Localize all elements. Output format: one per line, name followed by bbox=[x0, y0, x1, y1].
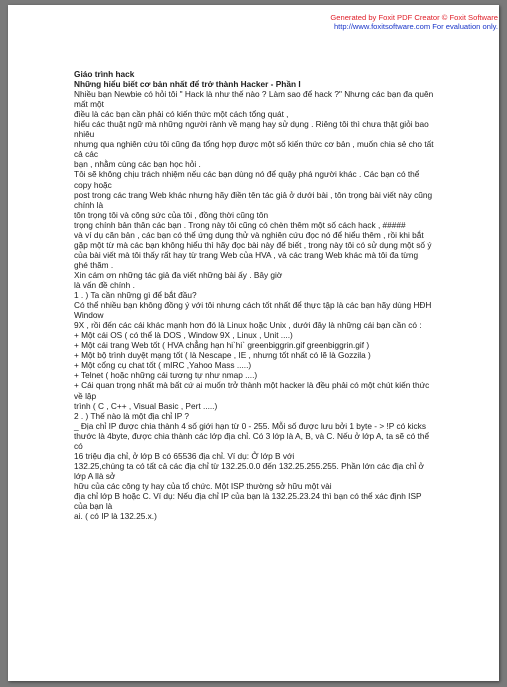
list-item: + Cái quan trọng nhất mà bất cứ ai muốn trở thành một hacker là đều phải có một chút kiến thức về lập bbox=[74, 380, 430, 401]
text-line: 16 triệu địa chỉ, ở lớp B có 65536 địa chỉ. Ví dụ: Ở lớp B với bbox=[74, 450, 295, 461]
watermark-eval: For evaluation only. bbox=[430, 22, 498, 31]
watermark-line1: Generated by Foxit PDF Creator © Foxit Software bbox=[330, 13, 498, 22]
text-line: _ Địa chỉ IP được chia thành 4 số giới hạn từ 0 - 255. Mỗi số được lưu bởi 1 byte - > !P có kicks thước là 4byte, được chia thành các lớp địa chỉ. Có 3 lớp là A, B, và C. Nếu ở lớp A, ta sẽ có thể có bbox=[74, 420, 430, 451]
doc-subtitle: Những hiểu biết cơ bản nhất để trở thành Hacker - Phần I bbox=[74, 79, 301, 90]
list-item: + Telnet ( hoặc những cái tương tự như nmap ....) bbox=[74, 370, 258, 381]
text-line: trọng chính bản thân các bạn . Trong này tôi cũng có chèn thêm một số cách hack , ##### bbox=[74, 219, 406, 230]
text-line: ai. ( có IP là 132.25.x.) bbox=[74, 511, 157, 522]
doc-title: Giáo trình hack bbox=[74, 69, 135, 79]
text-line: Tôi sẽ không chịu trách nhiệm nếu các bạn dùng nó để quậy phá người khác . Các bạn có thể copy hoặc bbox=[74, 169, 420, 190]
watermark-url[interactable]: http://www.foxitsoftware.com bbox=[333, 22, 431, 31]
section-heading: 2 . ) Thế nào là một địa chỉ IP ? bbox=[74, 410, 189, 421]
list-item: + Một cái trang Web tốt ( HVA chẳng hạn hi`hi` greenbiggrin.gif greenbiggrin.gif ) bbox=[74, 340, 370, 351]
text-line: Xin cám ơn những tác giả đa viết những bài ấy . Bây giờ bbox=[74, 269, 283, 280]
text-line: Nhiều bạn Newbie có hỏi tôi " Hack là như thế nào ? Làm sao để hack ?" Nhưng các bạn đa quên mất một bbox=[74, 89, 434, 110]
text-line: hiểu các thuật ngữ mà những người rành về mạng hay sử dụng . Riêng tôi thì chưa thật giỏi bao nhiêu bbox=[74, 119, 429, 140]
text-line: post trong các trang Web khác nhưng hãy điền tên tác giả ở dưới bài , tôn trọng bài viết này cũng chính là bbox=[74, 189, 433, 210]
text-line: nhưng qua nghiên cứu tôi cũng đa tổng hợp được một số kiến thức cơ bản , muốn chia sẻ cho tất cả các bbox=[74, 139, 434, 160]
document-body bbox=[74, 69, 434, 521]
text-line: 9X , rồi đến các cái khác mạnh hơn đó là Linux hoặc Unix , dưới đây là những cái bạn cần có : bbox=[74, 320, 422, 331]
text-line: Có thể nhiều bạn không đồng ý với tôi nhưng cách tốt nhất để thực tập là các bạn hãy dùng HĐH Window bbox=[74, 300, 432, 321]
text-line: 132.25,chúng ta có tất cả các địa chỉ từ 132.25.0.0 đến 132.25.255.255. Phần lớn các địa chỉ ở lớp A llà sở bbox=[74, 460, 424, 481]
section-heading: 1 . ) Ta cần những gì để bắt đầu? bbox=[74, 290, 197, 301]
text-line: điều là các bạn cần phải có kiến thức một cách tổng quát , bbox=[74, 109, 289, 120]
foxit-watermark bbox=[258, 13, 498, 31]
pdf-page bbox=[8, 5, 499, 681]
text-line: địa chỉ lớp B hoặc C. Ví dụ: Nếu địa chỉ IP của bạn là 132.25.23.24 thì bạn có thể xác định ISP của bạn là bbox=[74, 490, 422, 512]
watermark-line2 bbox=[258, 22, 498, 31]
text-line: của bài viết mà tôi thấy rất hay từ trang Web của HVA , và các trang Web khác mà tôi đa từng ghé thăm . bbox=[74, 249, 419, 270]
list-item: + Một cổng cụ chat tốt ( mIRC ,Yahoo Mass .....) bbox=[74, 360, 252, 371]
text-line: và ví dụ căn bản , các bạn có thể ứng dụng thử và nghiên cứu đọc nó để hiểu thêm , rồi khi bắt gặp một từ mà các bạn không hiểu thì hãy đọc bài này để biết , trong này tôi có sử dụng một số ý bbox=[74, 229, 432, 250]
text-line: trình ( C , C++ , Visual Basic , Pert .....) bbox=[74, 400, 218, 411]
text-line: hữu của các công ty hay của tổ chức. Một ISP thường sở hữu một vài bbox=[74, 480, 332, 491]
text-line: là vấn đề chính . bbox=[74, 279, 135, 290]
list-item: + Một bộ trình duyệt mạng tốt ( là Nescape , IE , nhưng tốt nhất có lẽ là Gozzila ) bbox=[74, 350, 371, 361]
text-line: tôn trọng tôi và công sức của tôi , đồng thời cũng tôn bbox=[74, 209, 269, 220]
list-item: + Một cái OS ( có thể là DOS , Window 9X , Linux , Unit ....) bbox=[74, 330, 293, 341]
text-line: bạn , nhằm cùng các bạn học hỏi . bbox=[74, 159, 201, 170]
